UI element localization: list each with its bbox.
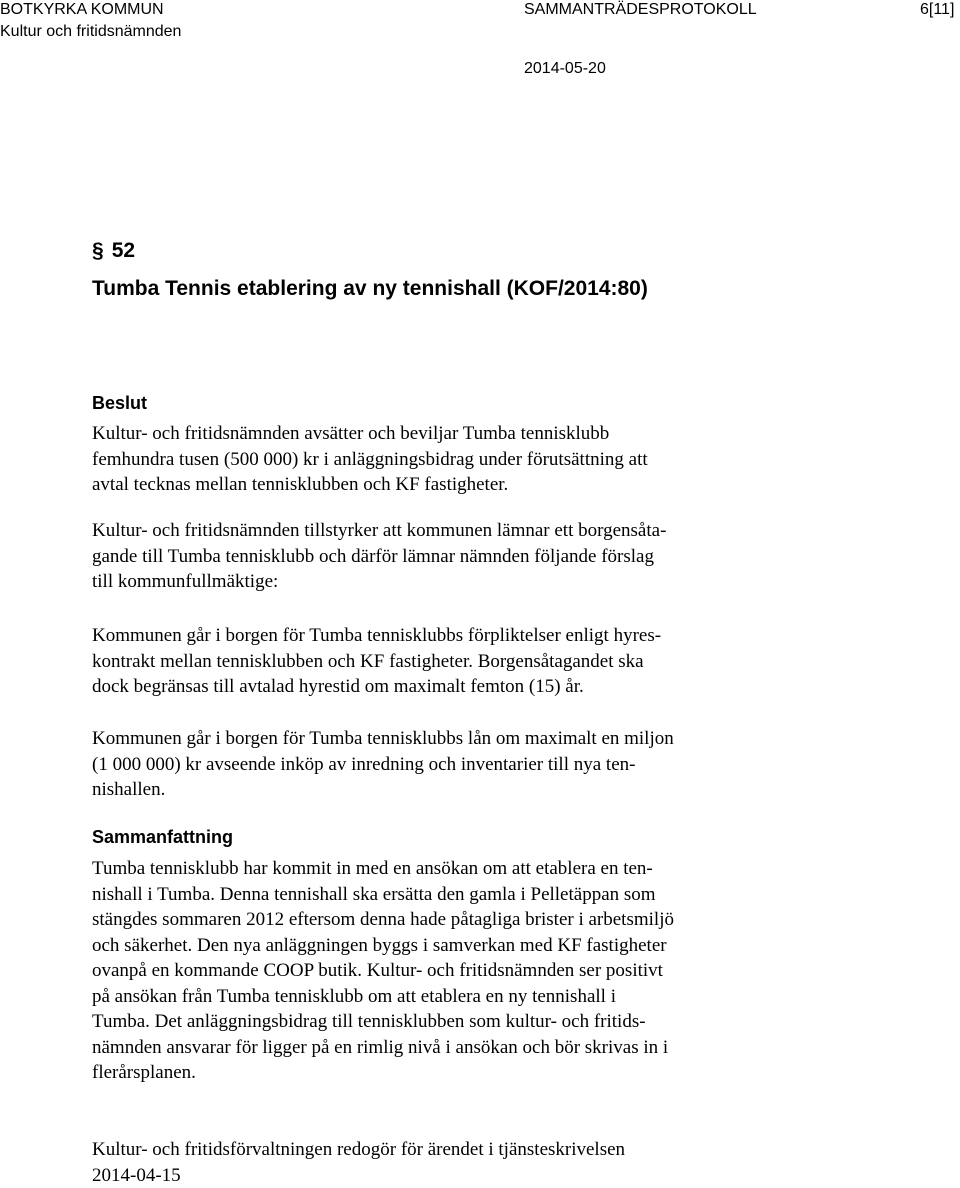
text-line: 2014-04-15 (92, 1163, 625, 1188)
text-line: avtal tecknas mellan tennisklubben och KF fastigheter. (92, 472, 648, 498)
beslut-heading: Beslut (92, 390, 147, 416)
text-line: på ansökan från Tumba tennisklubb om att etablera en ny tennishall i (92, 984, 674, 1010)
beslut-paragraph-2 (92, 518, 666, 595)
text-line: Kultur- och fritidsförvaltningen redogör för ärendet i tjänsteskrivelsen (92, 1137, 625, 1163)
text-line: Kultur- och fritidsnämnden tillstyrker att kommunen lämnar ett borgensåta- (92, 518, 666, 544)
organization-name: BOTKYRKA KOMMUN (0, 0, 164, 20)
item-title: Tumba Tennis etablering av ny tennishall (KOF/2014:80) (92, 274, 648, 304)
text-line: nishall i Tumba. Denna tennishall ska ersätta den gamla i Pelletäppan som (92, 882, 674, 908)
text-line: nämnden ansvarar för ligger på en rimlig nivå i ansökan och bör skrivas in i (92, 1035, 674, 1061)
text-line: Tumba tennisklubb har kommit in med en ansökan om att etablera en ten- (92, 856, 674, 882)
text-line: Tumba. Det anläggningsbidrag till tennisklubben som kultur- och fritids- (92, 1009, 674, 1035)
section-heading (92, 236, 135, 266)
text-line: Kultur- och fritidsnämnden avsätter och beviljar Tumba tennisklubb (92, 421, 648, 447)
beslut-paragraph-4 (92, 726, 674, 803)
summary-heading: Sammanfattning (92, 824, 233, 850)
page-number: 6[11] (920, 0, 954, 20)
summary-paragraph (92, 856, 674, 1086)
text-line: Kommunen går i borgen för Tumba tennisklubbs lån om maximalt en miljon (92, 726, 674, 752)
section-number: 52 (112, 239, 135, 262)
text-line: nishallen. (92, 777, 674, 803)
text-line: Kommunen går i borgen för Tumba tennisklubbs förpliktelser enligt hyres- (92, 623, 661, 649)
text-line: stängdes sommaren 2012 eftersom denna hade påtagliga brister i arbetsmiljö (92, 907, 674, 933)
beslut-paragraph-3 (92, 623, 661, 700)
text-line: ovanpå en kommande COOP butik. Kultur- och fritidsnämnden ser positivt (92, 958, 674, 984)
text-line: och säkerhet. Den nya anläggningen byggs i samverkan med KF fastigheter (92, 933, 674, 959)
footer-paragraph (92, 1137, 625, 1188)
text-line: (1 000 000) kr avseende inköp av inredning och inventarier till nya ten- (92, 752, 674, 778)
text-line: dock begränsas till avtalad hyrestid om maximalt femton (15) år. (92, 674, 661, 700)
text-line: kontrakt mellan tennisklubben och KF fastigheter. Borgensåtagandet ska (92, 649, 661, 675)
meeting-date: 2014-05-20 (524, 59, 606, 79)
beslut-paragraph-1 (92, 421, 648, 498)
text-line: femhundra tusen (500 000) kr i anläggningsbidrag under förutsättning att (92, 447, 648, 473)
text-line: till kommunfullmäktige: (92, 569, 666, 595)
text-line: flerårsplanen. (92, 1060, 674, 1086)
section-symbol: § (92, 239, 104, 262)
text-line: gande till Tumba tennisklubb och därför lämnar nämnden följande förslag (92, 544, 666, 570)
department-name: Kultur och fritidsnämnden (0, 22, 181, 42)
document-type: SAMMANTRÄDESPROTOKOLL (524, 0, 757, 20)
